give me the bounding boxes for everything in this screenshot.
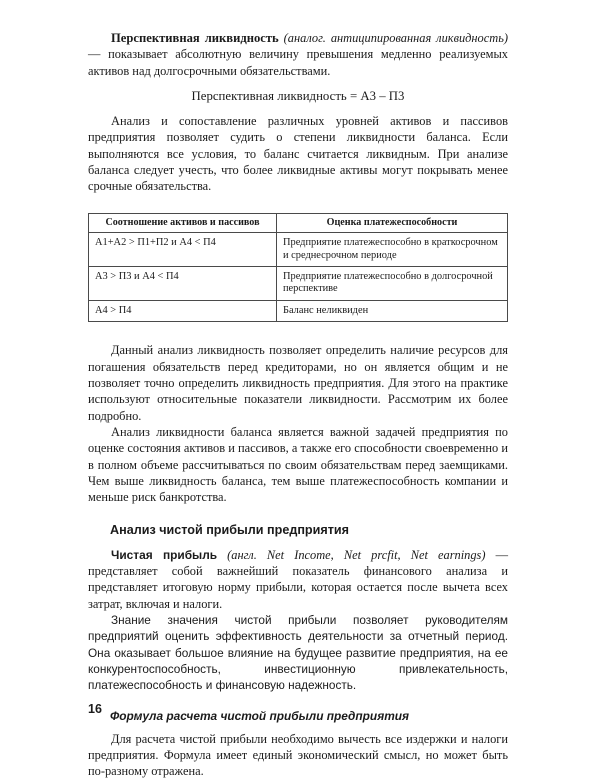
heading-net-profit-formula: Формула расчета чистой прибыли предприятия xyxy=(110,708,410,723)
page-number: 16 xyxy=(88,702,102,716)
table-cell-evaluation: Баланс неликвиден xyxy=(277,300,508,321)
paragraph-analysis-comparison: Анализ и сопоставление различных уровней активов и пассивов предприятия позволяет судить о степени ликвидности баланса. Если выполняются все условия, то баланс считается ликвидным. При анализе баланса следует учесть, что более ликвидные активы могут покрывать менее срочные обязательства. xyxy=(88,114,508,194)
heading-net-profit-analysis: Анализ чистой прибыли предприятия xyxy=(110,522,349,537)
term-perspective-liquidity-synonym: (аналог. антиципированная ликвидность) xyxy=(283,31,508,45)
formula-perspective-liquidity: Перспективная ликвидность = А3 – П3 xyxy=(191,89,405,104)
paragraph-net-profit-definition xyxy=(88,547,508,612)
paragraph-perspective-liquidity-text: — показывает абсолютную величину превышения медленно реализуемых активов над долгосрочными обязательствами. xyxy=(88,47,508,78)
table-cell-condition: А3 > П3 и А4 < П4 xyxy=(89,266,277,300)
paragraph-formula-intro: Для расчета чистой прибыли необходимо вычесть все издержки и налоги предприятия. Формула имеет единый экономический смысл, но может быть по-разному отражена. xyxy=(88,731,508,779)
term-perspective-liquidity: Перспективная ликвидность xyxy=(111,31,279,45)
spacer-after-table xyxy=(88,322,508,342)
paragraph-balance-liquidity: Анализ ликвидности баланса является важной задачей предприятия по оценке состояния активов и пассивов, а также его способности своевременно и в полном объеме рассчитываться по своим обязательствам перед заемщиками. Чем выше ликвидность баланса, тем выше платежеспособность компании и меньше риск банкротства. xyxy=(88,424,508,505)
paragraph-net-profit-knowledge: Знание значения чистой прибыли позволяет руководителям предприятий оценить эффективность деятельности за отчетный период. Она оказывает большое влияние на будущее развитие предприятия, на ее конкурентоспособность, инвестиционную привлекательность, платежеспособность и финансовую надежность. xyxy=(88,613,508,693)
spacer-before-heading xyxy=(88,506,508,522)
table-row xyxy=(89,266,508,300)
term-net-profit-english: (англ. Net Income, Net prcfit, Net earnings) xyxy=(227,547,486,562)
table-header-evaluation: Оценка платежеспособности xyxy=(277,213,508,232)
table-row xyxy=(89,233,508,267)
table-cell-condition: А1+А2 > П1+П2 и А4 < П4 xyxy=(89,233,277,267)
spacer-before-table xyxy=(88,195,508,213)
spacer-before-subheading xyxy=(88,694,508,708)
liquidity-assessment-table xyxy=(88,213,508,322)
table-row xyxy=(89,300,508,321)
table-header-condition: Соотношение активов и пассивов xyxy=(89,213,277,232)
spacer-after-heading xyxy=(88,539,508,547)
table-cell-condition: А4 > П4 xyxy=(89,300,277,321)
table-cell-evaluation: Предприятие платежеспособно в долгосрочной перспективе xyxy=(277,266,508,300)
table-cell-evaluation: Предприятие платежеспособно в краткосрочном и среднесрочном периоде xyxy=(277,233,508,267)
table-body xyxy=(89,233,508,322)
paragraph-perspective-liquidity xyxy=(88,30,508,79)
table-head xyxy=(89,213,508,232)
paragraph-net-profit-text: — представляет собой важнейший показатель финансового анализа и представляет итоговую норму прибыли, которая остается после вычета всех затрат, включая и налоги. xyxy=(88,547,508,611)
term-net-profit: Чистая прибыль xyxy=(111,547,218,562)
paragraph-given-analysis: Данный анализ ликвидность позволяет определить наличие ресурсов для погашения обязательств перед кредиторами, но он является общим и не позволяет точно определить ликвидность предприятия. Для этого на практике используют относительные показатели ликвидности. Рассмотрим их более подробно. xyxy=(88,343,508,423)
table-header-row xyxy=(89,213,508,232)
